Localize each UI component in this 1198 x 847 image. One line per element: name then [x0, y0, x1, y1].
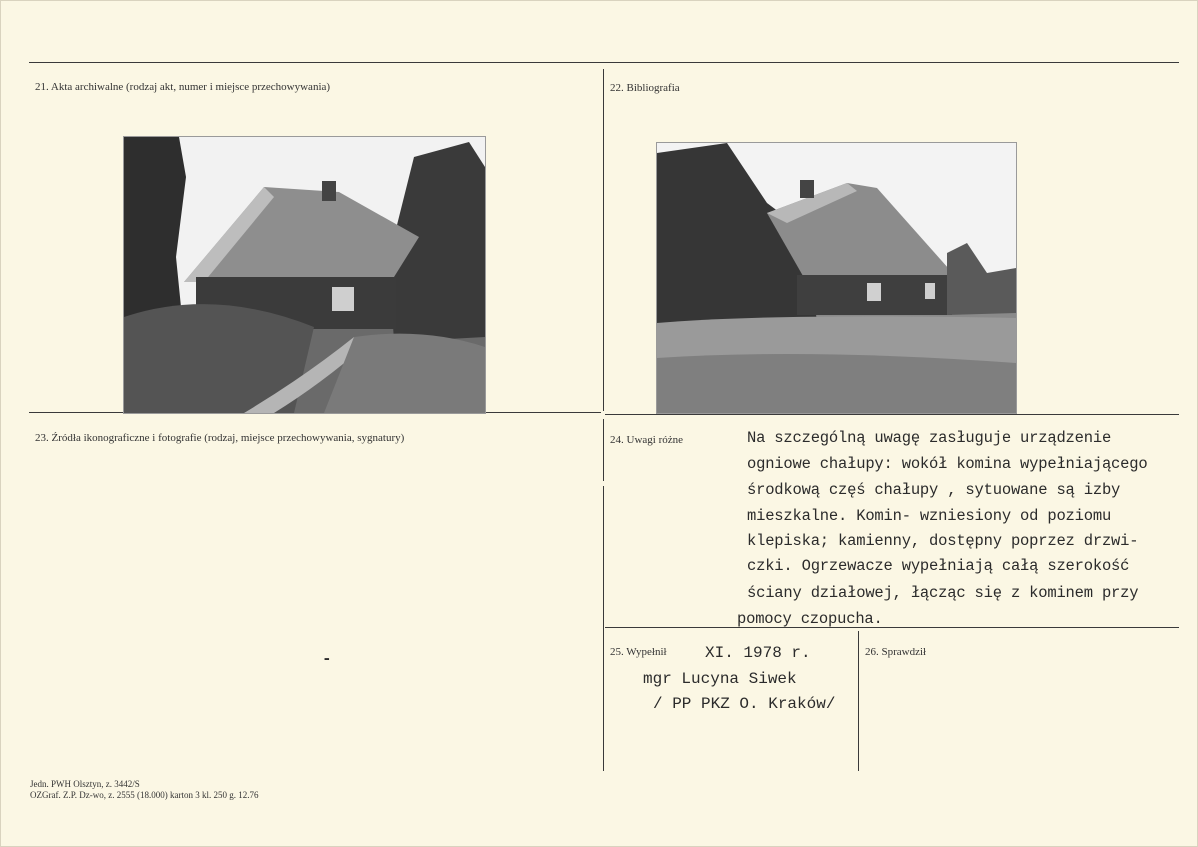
remarks-line: ściany działowej, łącząc się z kominem przy — [747, 584, 1139, 602]
cottage-photo-side — [656, 142, 1017, 414]
top-rule — [29, 62, 1179, 63]
remarks-line: czki. Ogrzewacze wypełniają całą szerokość — [747, 557, 1130, 575]
middle-rule-right — [605, 414, 1179, 415]
imprint-line-2: OZGraf. Z.P. Dz-wo, z. 2555 (18.000) karton 3 kl. 250 g. 12.76 — [30, 790, 259, 800]
filled-name: mgr Lucyna Siwek — [643, 670, 797, 688]
remarks-line: klepiska; kamienny, dostępny poprzez drzwi- — [747, 532, 1139, 550]
center-divider-upper — [603, 69, 604, 411]
filled-org: / PP PKZ O. Kraków/ — [653, 695, 836, 713]
remarks-line: środkową częś chałupy , sytuowane są izby — [747, 481, 1121, 499]
remarks-line: Na szczególną uwagę zasługuje urządzenie — [747, 429, 1112, 447]
remarks-line: mieszkalne. Komin- wzniesiony od poziomu — [747, 507, 1112, 525]
center-divider-bottom — [603, 486, 604, 771]
filled-date: XI. 1978 r. — [705, 644, 811, 662]
center-divider-lower — [603, 419, 604, 481]
remarks-line: ogniowe chałupy: wokół komina wypełniającego — [747, 455, 1148, 473]
cottage-photo-front — [123, 136, 486, 414]
field-23-label: 23. Źródła ikonograficzne i fotografie (rodzaj, miejsce przechowywania, sygnatury) — [35, 432, 405, 444]
remarks-line: pomocy czopucha. — [737, 610, 883, 628]
imprint-line-1: Jedn. PWH Olsztyn, z. 3442/S — [30, 779, 140, 789]
remarks-bottom-rule — [605, 627, 1179, 628]
sources-dash: - — [322, 650, 332, 668]
field-24-label: 24. Uwagi różne — [610, 434, 684, 446]
field-25-label: 25. Wypełnił — [610, 646, 667, 658]
field-26-label: 26. Sprawdził — [865, 646, 927, 658]
field-21-label: 21. Akta archiwalne (rodzaj akt, numer i miejsce przechowywania) — [35, 81, 331, 93]
signature-divider — [858, 631, 859, 771]
field-22-label: 22. Bibliografia — [610, 82, 680, 94]
